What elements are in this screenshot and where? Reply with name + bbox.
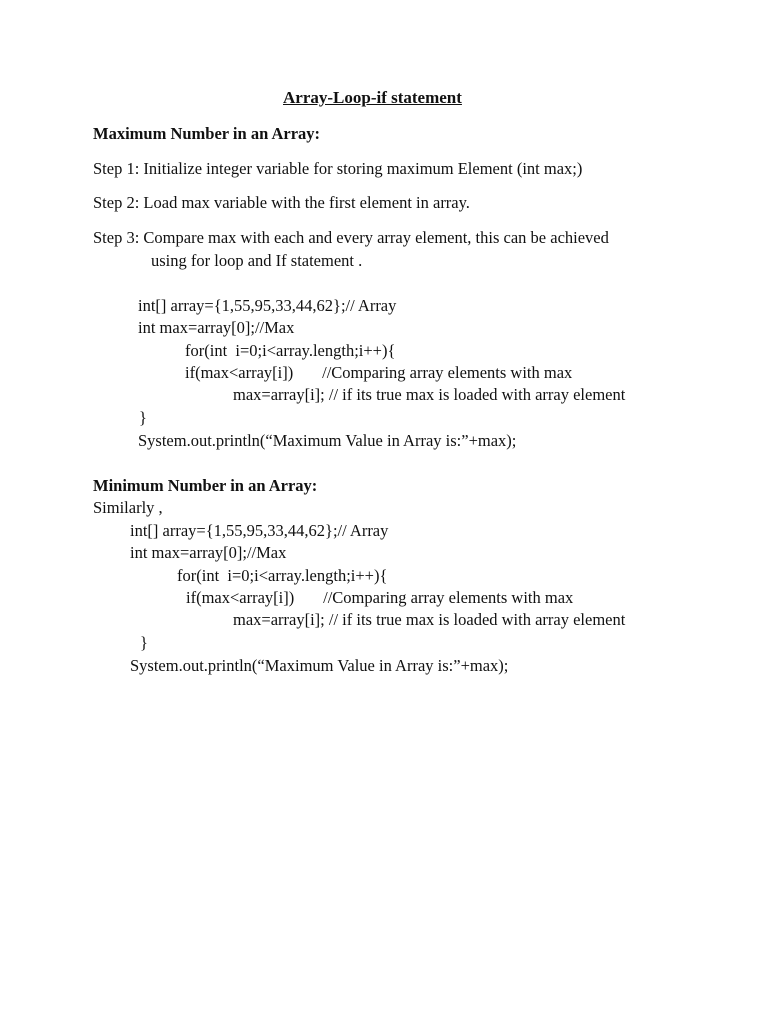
page-title: Array-Loop-if statement [283,88,462,107]
max-code-line: int max=array[0];//Max [138,318,295,337]
min-code-line: System.out.println(“Maximum Value in Array is:”+max); [130,656,509,675]
max-section-heading: Maximum Number in an Array: [93,124,321,143]
min-code-line: int[] array={1,55,95,33,44,62};// Array [130,521,389,540]
step-3-text: Step 3: Compare max with each and every array element, this can be achieved [93,228,609,247]
min-section-intro: Similarly , [93,498,163,517]
min-code-line: int max=array[0];//Max [130,543,287,562]
min-code-line: max=array[i]; // if its true max is loaded with array element [233,610,626,629]
max-code-line: for(int i=0;i<array.length;i++){ [185,341,396,360]
min-section-heading: Minimum Number in an Array: [93,476,318,495]
min-code-line: } [140,633,148,652]
min-code-line: for(int i=0;i<array.length;i++){ [177,566,388,585]
min-code-line: if(max<array[i]) //Comparing array elements with max [186,588,574,607]
step-1-text: Step 1: Initialize integer variable for storing maximum Element (int max;) [93,159,583,178]
step-2-text: Step 2: Load max variable with the first element in array. [93,193,470,212]
max-code-line: int[] array={1,55,95,33,44,62};// Array [138,296,397,315]
max-code-line: } [139,408,147,427]
max-code-line: max=array[i]; // if its true max is loaded with array element [233,385,626,404]
max-code-line: if(max<array[i]) //Comparing array elements with max [185,363,573,382]
step-3-continuation: using for loop and If statement . [151,251,363,270]
max-code-line: System.out.println(“Maximum Value in Array is:”+max); [138,431,517,450]
